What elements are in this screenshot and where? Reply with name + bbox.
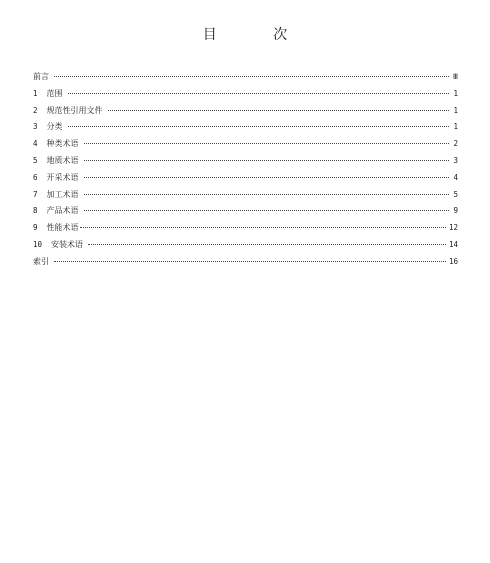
toc-leader-dots [54,76,449,77]
toc-entry-page: 5 [453,189,458,199]
toc-entry-number: 1 [33,88,38,98]
toc-leader-dots [54,261,446,262]
toc-entry-number: 6 [33,172,38,182]
toc-entry-label: 安装术语 [51,239,84,249]
toc-entry-page: 4 [453,172,458,182]
toc-leader-dots [84,143,449,144]
toc-entry-number: 7 [33,189,38,199]
toc-entry-label: 加工术语 [46,189,79,199]
toc-entry-index[interactable] [33,254,458,271]
toc-leader-dots [68,93,449,94]
toc-entry-number: 9 [33,223,38,233]
table-of-contents [33,69,458,271]
toc-leader-dots [84,210,449,211]
toc-leader-dots [84,177,449,178]
toc-entry-number: 5 [33,155,38,165]
toc-entry-page: Ⅲ [452,72,458,81]
toc-entry-label: 开采术语 [46,172,79,182]
toc-entry-classification[interactable] [33,119,458,136]
toc-entry-installation-terms[interactable] [33,237,458,254]
toc-entry-page: 14 [448,239,458,249]
toc-entry-label: 分类 [46,122,63,132]
toc-leader-dots [84,160,449,161]
toc-entry-label: 索引 [33,256,49,266]
toc-entry-number: 10 [33,239,43,249]
toc-entry-type-terms[interactable] [33,136,458,153]
toc-leader-dots [68,126,449,127]
toc-entry-page: 1 [453,122,458,132]
toc-entry-scope[interactable] [33,86,458,103]
page-title: 目 次 [202,27,314,43]
toc-entry-page: 1 [453,105,458,115]
toc-entry-label: 前言 [33,72,49,81]
toc-entry-page: 16 [448,256,458,266]
toc-leader-dots [84,194,449,195]
toc-entry-number: 3 [33,122,38,132]
toc-entry-performance-terms[interactable] [33,220,458,237]
toc-entry-label: 地质术语 [46,155,79,165]
toc-entry-label: 范围 [46,88,63,98]
toc-entry-label: 产品术语 [46,206,79,216]
toc-entry-number: 2 [33,105,38,115]
toc-entry-product-terms[interactable] [33,203,458,220]
toc-leader-dots [88,244,446,245]
toc-entry-page: 3 [453,155,458,165]
toc-entry-processing-terms[interactable] [33,187,458,204]
toc-entry-page: 1 [453,88,458,98]
toc-entry-quarrying-terms[interactable] [33,170,458,187]
toc-entry-normative-references[interactable] [33,103,458,120]
toc-entry-label: 种类术语 [46,139,79,149]
toc-entry-number: 4 [33,139,38,149]
toc-entry-label: 性能术语 [46,223,79,233]
toc-entry-page: 9 [453,206,458,216]
toc-entry-number: 8 [33,206,38,216]
toc-leader-dots [108,110,449,111]
toc-entry-page: 2 [453,139,458,149]
toc-entry-geology-terms[interactable] [33,153,458,170]
toc-entry-page: 12 [448,223,458,233]
toc-entry-foreword[interactable] [33,69,458,86]
toc-leader-dots [80,227,446,228]
toc-entry-label: 规范性引用文件 [46,105,103,115]
